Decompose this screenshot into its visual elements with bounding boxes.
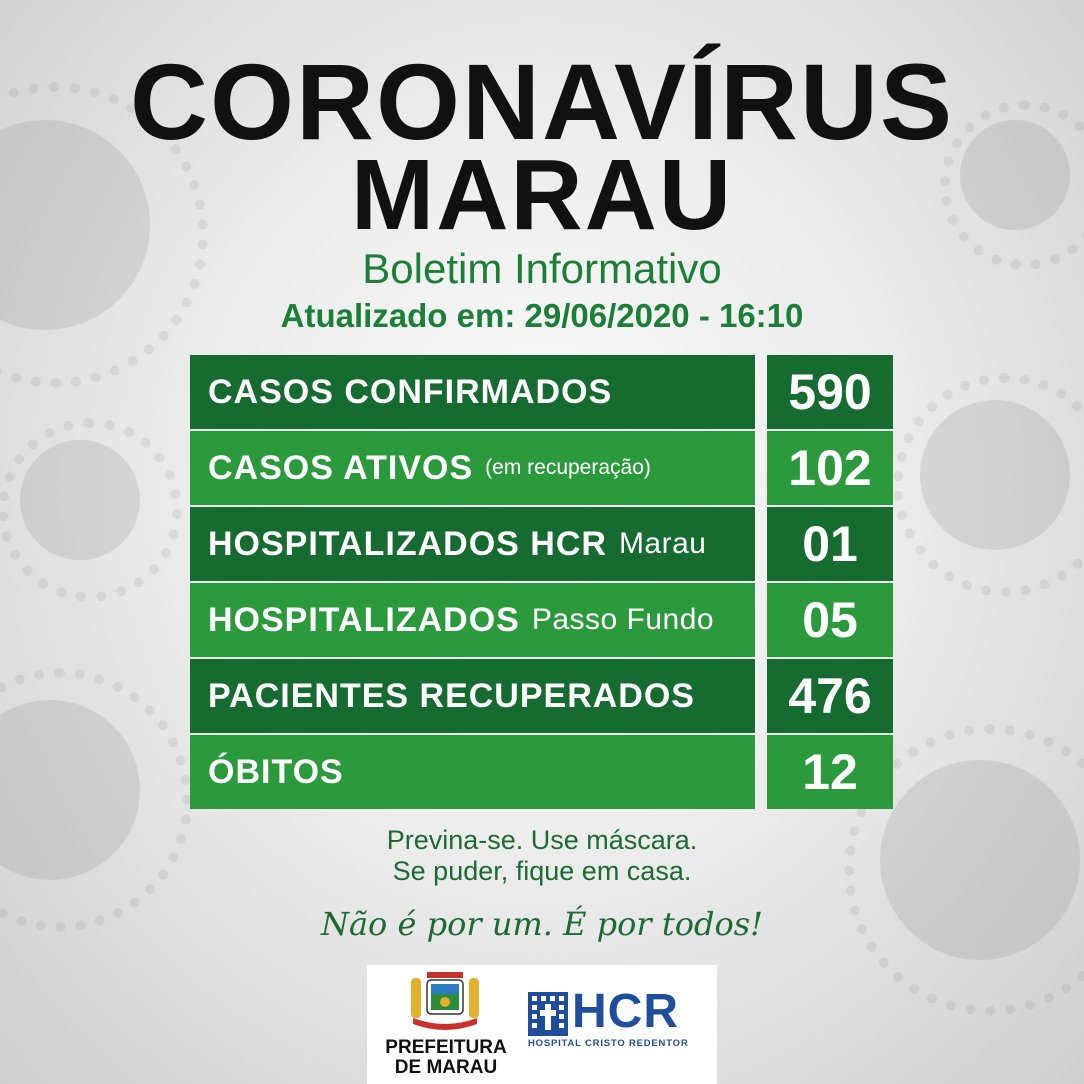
prefeitura-coat-of-arms-icon	[405, 968, 485, 1034]
stat-label: CASOS CONFIRMADOS	[208, 372, 613, 411]
stat-row-hospitalized-passo-fundo	[190, 583, 755, 657]
stat-note: (em recuperação)	[485, 456, 651, 479]
slogan: Não é por um. É por todos!	[320, 905, 764, 943]
prevention-message-line1: Previna-se. Use máscara.	[386, 825, 698, 855]
stat-value-recovered: 476	[767, 659, 893, 733]
stat-value-confirmed: 590	[767, 355, 893, 429]
stat-note: Marau	[618, 527, 707, 560]
stat-row-recovered	[190, 659, 755, 733]
stat-value-hospitalized-hcr: 01	[767, 507, 893, 581]
background-virus-decoration	[20, 440, 140, 560]
hcr-full-name: HOSPITAL CRISTO REDENTOR	[528, 1038, 689, 1049]
stat-row-deaths	[190, 735, 755, 809]
background-virus-decoration	[920, 400, 1070, 550]
subtitle: Boletim Informativo	[362, 245, 722, 292]
stat-row-active	[190, 431, 755, 505]
stat-note: Passo Fundo	[531, 603, 715, 636]
stat-label: PACIENTES RECUPERADOS	[208, 676, 695, 715]
stat-value-active: 102	[767, 431, 893, 505]
hcr-building-icon	[528, 992, 568, 1036]
title-line1: CORONAVÍRUS	[129, 41, 955, 162]
stat-label: CASOS ATIVOS	[208, 448, 474, 487]
stat-label: HOSPITALIZADOS	[208, 600, 520, 639]
stat-value-deaths: 12	[767, 735, 893, 809]
stat-row-confirmed	[190, 355, 755, 429]
stat-value-hospitalized-passo-fundo: 05	[767, 583, 893, 657]
hcr-logo-text: HCR	[572, 985, 679, 1038]
updated-timestamp: Atualizado em: 29/06/2020 - 16:10	[280, 297, 804, 334]
prevention-message-line2: Se puder, fique em casa.	[392, 856, 692, 886]
prefeitura-name: PREFEITURA DE MARAU	[385, 1037, 507, 1078]
stat-label: HOSPITALIZADOS HCR	[208, 524, 607, 563]
stat-label: ÓBITOS	[208, 752, 344, 791]
stat-row-hospitalized-hcr	[190, 507, 755, 581]
title-line2: MARAU	[350, 139, 734, 251]
